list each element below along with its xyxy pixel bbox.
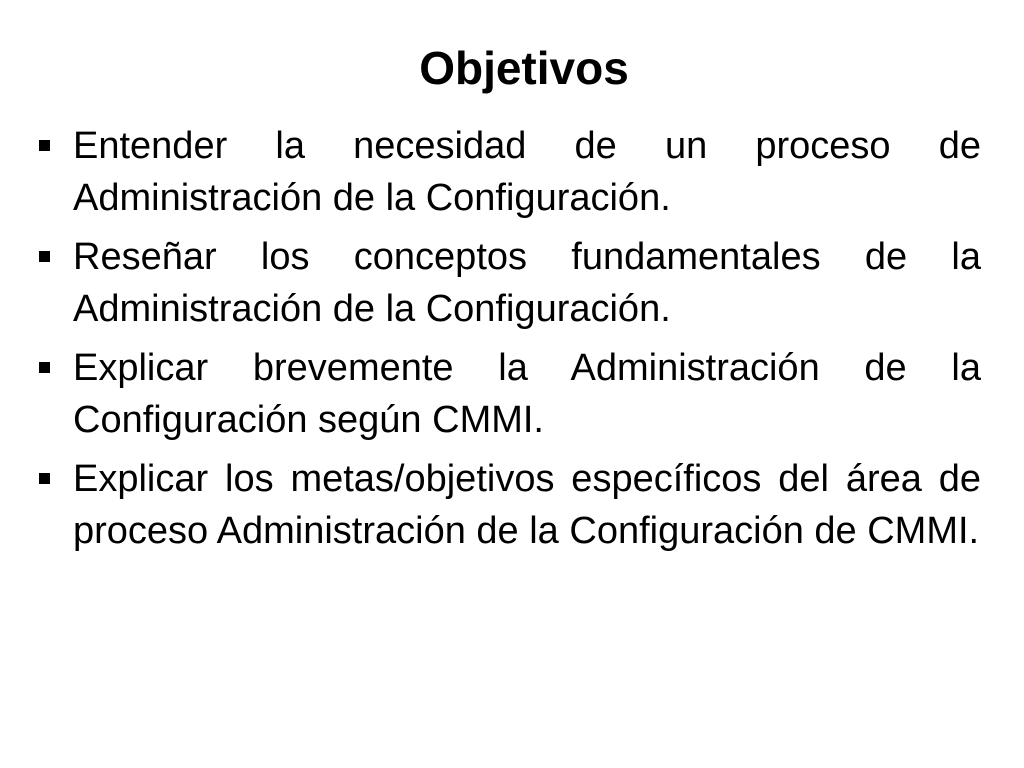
- square-bullet-icon: [39, 362, 50, 373]
- objectives-list: [30, 120, 981, 564]
- bullet-text: Explicar brevemente la Administración de la Configuración según CMMI.: [73, 347, 981, 441]
- list-item: [30, 120, 981, 224]
- bullet-text: Reseñar los conceptos fundamentales de la Administración de la Configuración.: [73, 236, 981, 330]
- square-bullet-icon: [39, 251, 50, 262]
- slide-title: Objetivos: [419, 42, 629, 94]
- bullet-text: Explicar los metas/objetivos específicos del área de proceso Administración de la Configuración de CMMI.: [73, 458, 981, 552]
- bullet-text: Entender la necesidad de un proceso de Administración de la Configuración.: [73, 125, 981, 219]
- list-item: [30, 342, 981, 446]
- list-item: [30, 453, 981, 557]
- square-bullet-icon: [39, 473, 50, 484]
- square-bullet-icon: [39, 140, 50, 151]
- list-item: [30, 231, 981, 335]
